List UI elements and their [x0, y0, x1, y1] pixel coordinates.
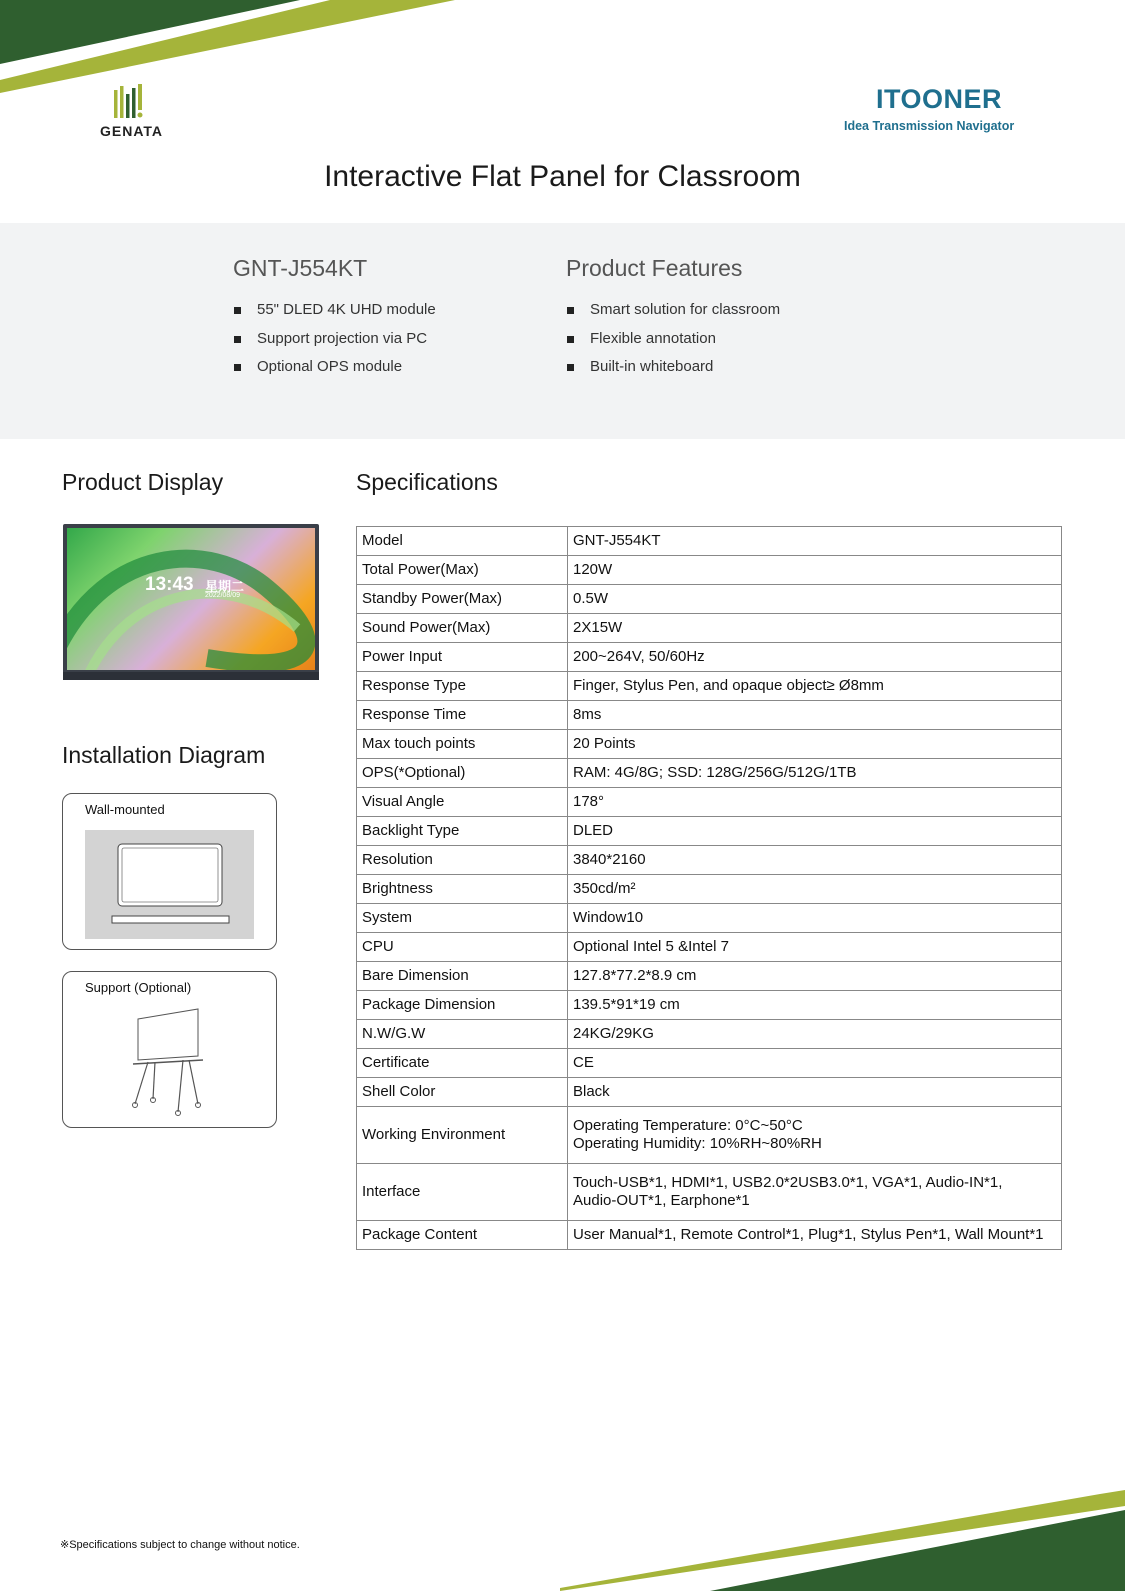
spec-key: Shell Color — [357, 1078, 568, 1107]
spec-key: Max touch points — [357, 730, 568, 759]
spec-value: Window10 — [568, 904, 1062, 933]
spec-key: Visual Angle — [357, 788, 568, 817]
spec-key: Standby Power(Max) — [357, 585, 568, 614]
support-label: Support (Optional) — [85, 980, 192, 995]
table-row — [357, 933, 1062, 962]
spec-value: RAM: 4G/8G; SSD: 128G/256G/512G/1TB — [568, 759, 1062, 788]
table-row — [357, 1078, 1062, 1107]
spec-key: Model — [357, 527, 568, 556]
spec-value: 350cd/m² — [568, 875, 1062, 904]
spec-value: 8ms — [568, 701, 1062, 730]
list-item: 55" DLED 4K UHD module — [233, 296, 436, 325]
table-row — [357, 527, 1062, 556]
spec-value: 0.5W — [568, 585, 1062, 614]
table-row — [357, 846, 1062, 875]
table-row — [357, 614, 1062, 643]
spec-value: 127.8*77.2*8.9 cm — [568, 962, 1062, 991]
list-item: Support projection via PC — [233, 325, 436, 354]
spec-value: 2X15W — [568, 614, 1062, 643]
spec-key: Brightness — [357, 875, 568, 904]
product-screen — [67, 528, 315, 670]
screen-clock: 13:43 — [145, 574, 194, 595]
spec-key: N.W/G.W — [357, 1020, 568, 1049]
installation-heading: Installation Diagram — [62, 742, 266, 768]
list-item: Built-in whiteboard — [566, 353, 780, 382]
list-item: Smart solution for classroom — [566, 296, 780, 325]
spec-value: 3840*2160 — [568, 846, 1062, 875]
table-row — [357, 672, 1062, 701]
spec-key: CPU — [357, 933, 568, 962]
support-stand-drawing — [123, 1004, 223, 1119]
table-row — [357, 1020, 1062, 1049]
screen-date: 2022/08/09 — [205, 592, 241, 599]
top-corner-decoration — [0, 0, 460, 100]
table-row — [357, 1164, 1062, 1221]
bottom-corner-decoration — [560, 1470, 1125, 1591]
screen-weekday: 星期二 — [205, 579, 245, 594]
table-row — [357, 1221, 1062, 1250]
features-heading: Product Features — [566, 255, 743, 281]
genata-logo-text: GENATA — [100, 123, 164, 139]
model-list — [233, 296, 436, 382]
list-item: Flexible annotation — [566, 325, 780, 354]
itooner-tagline: Idea Transmission Navigator — [844, 119, 1015, 133]
table-row — [357, 817, 1062, 846]
spec-value: DLED — [568, 817, 1062, 846]
spec-key: Response Time — [357, 701, 568, 730]
support-card — [62, 971, 277, 1128]
table-row — [357, 875, 1062, 904]
footnote: ※Specifications subject to change without notice. — [60, 1539, 300, 1551]
specifications-body — [357, 527, 1062, 1250]
table-row — [357, 643, 1062, 672]
table-row — [357, 962, 1062, 991]
specifications-heading: Specifications — [356, 469, 498, 495]
table-row — [357, 1049, 1062, 1078]
spec-key: System — [357, 904, 568, 933]
table-row — [357, 730, 1062, 759]
wall-mounted-card — [62, 793, 277, 950]
spec-value: 178° — [568, 788, 1062, 817]
spec-value: 139.5*91*19 cm — [568, 991, 1062, 1020]
spec-value: 24KG/29KG — [568, 1020, 1062, 1049]
table-row — [357, 759, 1062, 788]
spec-value — [568, 1107, 1062, 1164]
list-item: Optional OPS module — [233, 353, 436, 382]
product-display-heading: Product Display — [62, 469, 224, 495]
itooner-logo-text: ITOONER — [876, 84, 1003, 114]
spec-key: Total Power(Max) — [357, 556, 568, 585]
spec-value: User Manual*1, Remote Control*1, Plug*1, Stylus Pen*1, Wall Mount*1 — [568, 1221, 1062, 1250]
panel-bezel — [63, 672, 319, 680]
spec-value: 120W — [568, 556, 1062, 585]
table-row — [357, 904, 1062, 933]
features-list — [566, 296, 780, 382]
table-row — [357, 991, 1062, 1020]
spec-value-line: Touch-USB*1, HDMI*1, USB2.0*2USB3.0*1, VGA*1, Audio-IN*1, — [573, 1174, 1003, 1191]
summary-band — [0, 223, 1125, 439]
wallpaper-swirl — [67, 528, 315, 670]
spec-value: 20 Points — [568, 730, 1062, 759]
table-row — [357, 585, 1062, 614]
wall-mounted-label: Wall-mounted — [85, 802, 165, 817]
spec-key: Power Input — [357, 643, 568, 672]
spec-key: Backlight Type — [357, 817, 568, 846]
specifications-table — [356, 526, 1062, 1250]
spec-value: Optional Intel 5 &Intel 7 — [568, 933, 1062, 962]
spec-key: Sound Power(Max) — [357, 614, 568, 643]
spec-value: CE — [568, 1049, 1062, 1078]
spec-value: Finger, Stylus Pen, and opaque object≥ Ø8mm — [568, 672, 1062, 701]
table-row — [357, 1107, 1062, 1164]
spec-value-line: Operating Temperature: 0°C~50°C — [573, 1117, 803, 1134]
spec-key: Resolution — [357, 846, 568, 875]
spec-key: Response Type — [357, 672, 568, 701]
model-heading: GNT-J554KT — [233, 255, 368, 281]
spec-value: GNT-J554KT — [568, 527, 1062, 556]
table-row — [357, 788, 1062, 817]
wall-mount-drawing — [85, 830, 254, 939]
product-image — [63, 524, 319, 680]
spec-value-line: Operating Humidity: 10%RH~80%RH — [573, 1135, 822, 1152]
spec-key: Interface — [357, 1164, 568, 1221]
spec-key: Bare Dimension — [357, 962, 568, 991]
spec-key: Package Content — [357, 1221, 568, 1250]
spec-value: 200~264V, 50/60Hz — [568, 643, 1062, 672]
spec-key: Working Environment — [357, 1107, 568, 1164]
spec-value — [568, 1164, 1062, 1221]
table-row — [357, 556, 1062, 585]
wall-diagram — [85, 830, 254, 939]
spec-key: Certificate — [357, 1049, 568, 1078]
spec-key: Package Dimension — [357, 991, 568, 1020]
spec-value: Black — [568, 1078, 1062, 1107]
spec-key: OPS(*Optional) — [357, 759, 568, 788]
page-title: Interactive Flat Panel for Classroom — [324, 160, 801, 193]
table-row — [357, 701, 1062, 730]
spec-value-line: Audio-OUT*1, Earphone*1 — [573, 1192, 750, 1209]
genata-logo-mark — [113, 84, 149, 118]
